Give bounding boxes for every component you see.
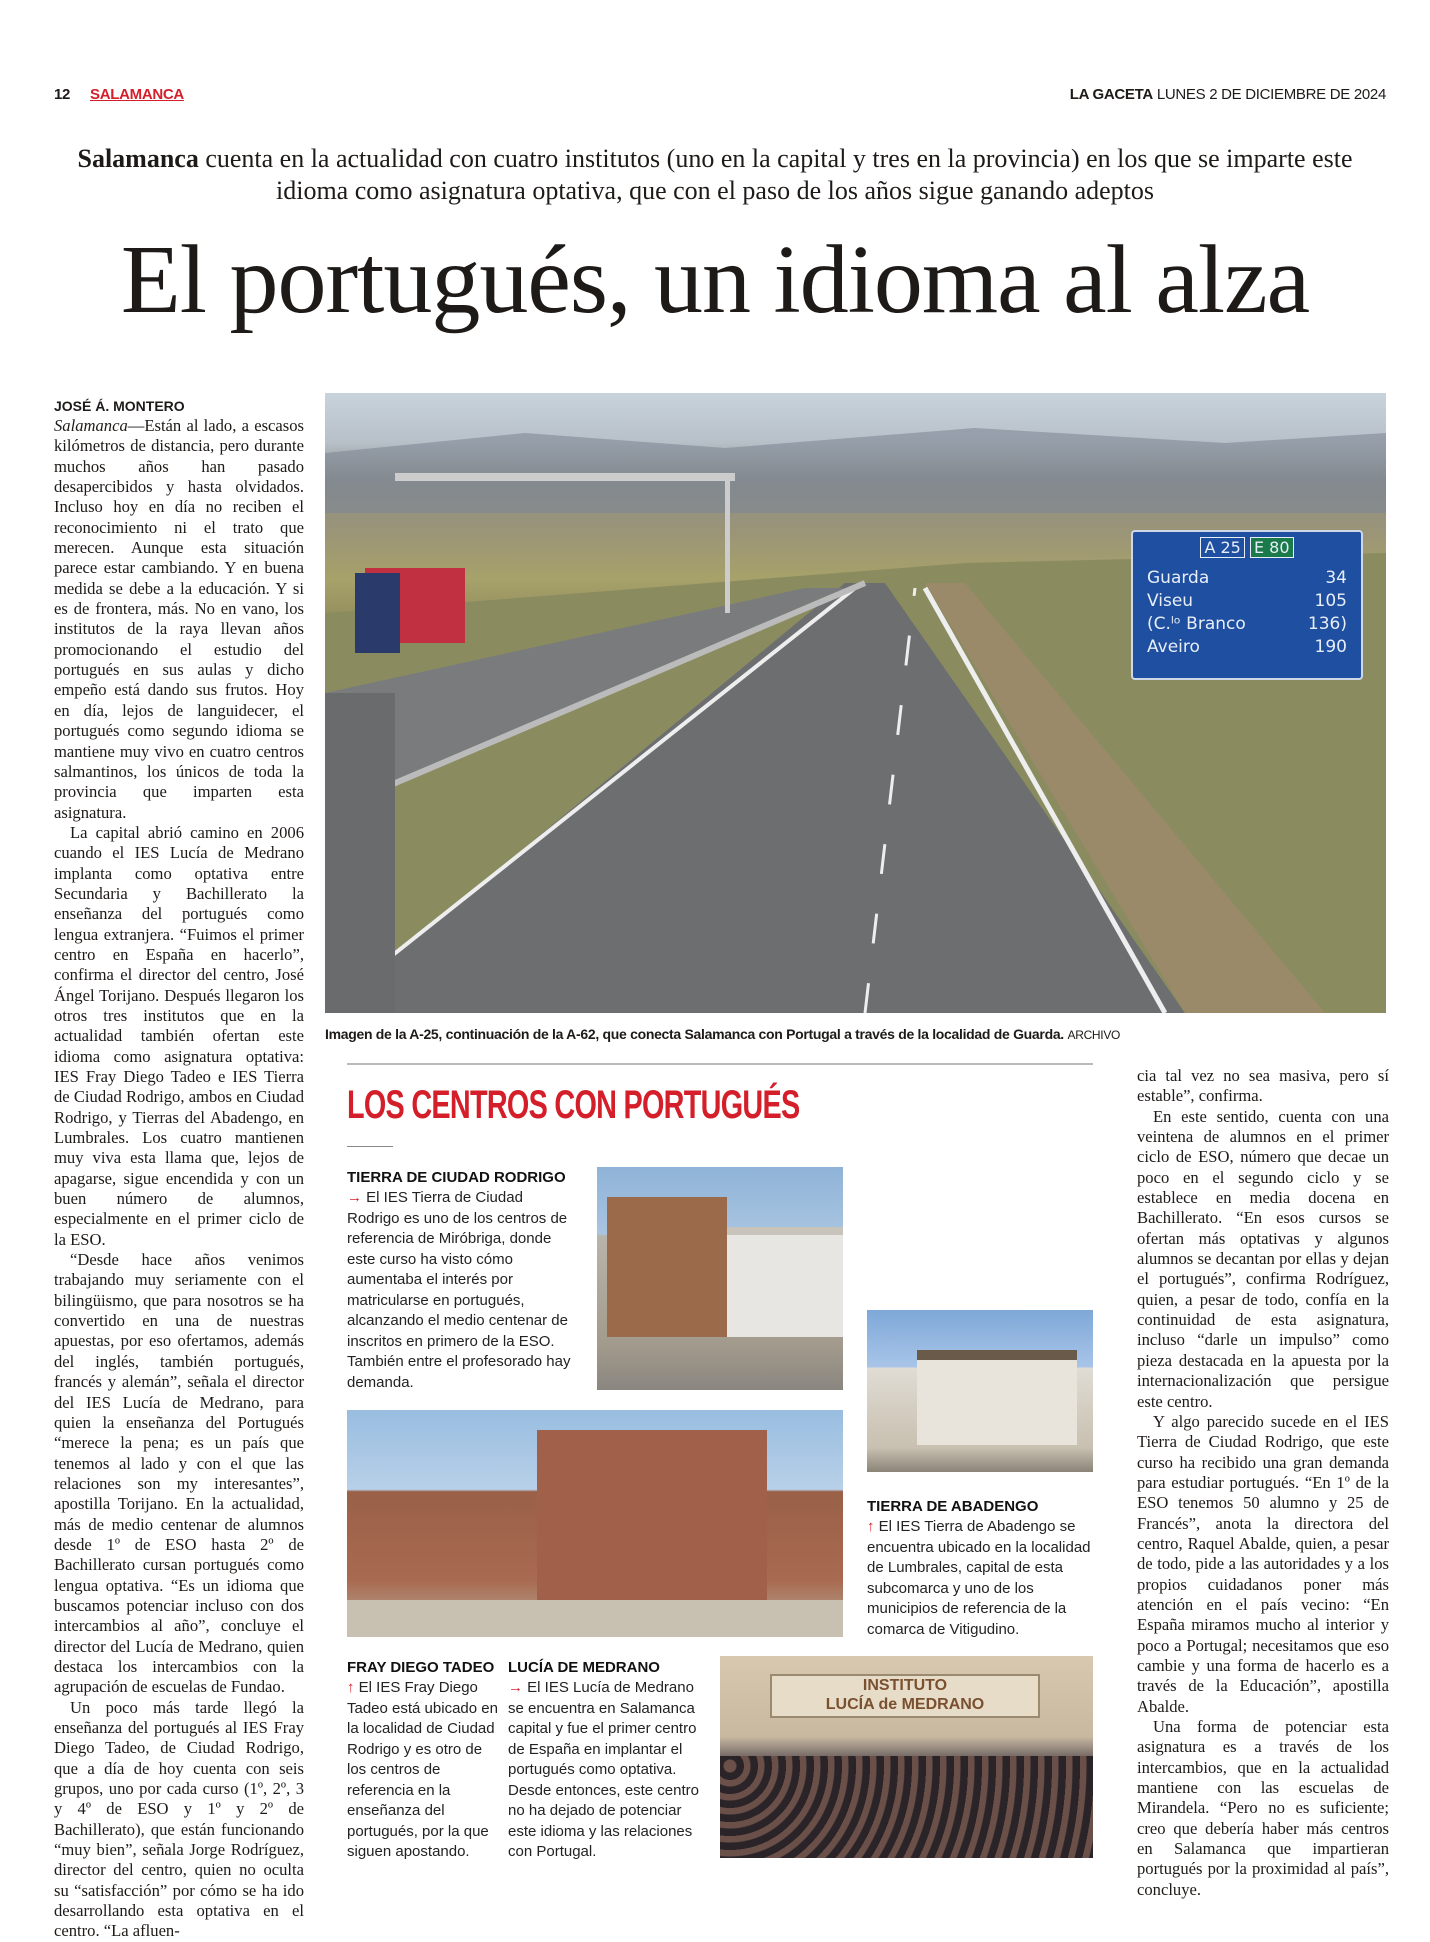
lucia-de-medrano-photo: [720, 1656, 1093, 1858]
paragraph: “Desde hace años venimos trabajando muy seriamente con el bilingüismo, que para nosotros se ha convertido en una de nuestras apuestas, por eso ofertamos, además del inglés, también portugués, francés y alemán”, señala el director del IES Lucía de Medrano, para quien la enseñanza del Portugués “merece la pena; es un país que tenemos al lado y con el que las relaciones son my interesantes”, apostilla Torijano. En la actualidad, más de medio centenar de alumnos desde 1º de ESO hasta 2º de Bachillerato cursan portugués como lengua optativa. “Es un idioma que buscamos potenciar incluso con dos intercambios al año”, concluye el director del Lucía de Medrano, quien destaca los intercambios con la agrupación de escuelas de Fundao.: [54, 1250, 304, 1697]
arrow-right-icon: →: [508, 1679, 523, 1696]
paragraph: Una forma de potenciar esta asignatura es a través de los intercambios, que en la actualidad mantiene con las escuelas de Mirandela. “Pero no es suficiente; creo que debería haber más centros en Salamanca que impartieran portugués por la proximidad al país”, concluye.: [1137, 1717, 1389, 1899]
paragraph: cia tal vez no sea masiva, pero sí estable”, confirma.: [1137, 1066, 1389, 1106]
box-item-tierra-abadengo: [867, 1497, 1095, 1640]
box-headline: LOS CENTROS CON PORTUGUÉS: [347, 1083, 800, 1127]
box-item-tierra-ciudad-rodrigo: [347, 1168, 579, 1393]
road-sign: [1131, 530, 1363, 680]
caption-text: Imagen de la A-25, continuación de la A-62, que conecta Salamanca con Portugal a través de la localidad de Guarda.: [325, 1026, 1064, 1042]
publication-date: [1070, 86, 1386, 103]
destination-name: Aveiro: [1147, 637, 1200, 657]
paragraph: [54, 416, 304, 823]
destination-name: Guarda: [1147, 568, 1210, 588]
highway-photo: [325, 393, 1386, 1013]
sign-destination: [1147, 590, 1347, 613]
paragraph: Y algo parecido sucede en el IES Tierra de Ciudad Rodrigo, que este curso ha recibido una gran demanda para estudiar portugués. “En 1º de la ESO tenemos 50 alumno y 25 de Francés”, anota la directora del centro, Raquel Abalde, quien, a pesar de todo, pide a las autoridades y a los propios cuidadanos poner más atención en el país vecino: “En España miramos mucho al interior y poco a Portugal; necesitamos que eso cambie y una forma de hacerlo es a través de la Educación”, apostilla Abalde.: [1137, 1411, 1389, 1716]
destination-distance: 34: [1325, 568, 1347, 588]
fray-diego-tadeo-photo: [347, 1410, 843, 1637]
institute-sign-line: INSTITUTO: [862, 1677, 948, 1694]
street-shape: [347, 1600, 843, 1637]
box-item-text: El IES Fray Diego Tadeo está ubicado en la localidad de Ciudad Rodrigo y es otro de los centros de referencia en la enseñanza del portugués, por la que siguen apostando.: [347, 1679, 498, 1860]
road-number: A 25: [1200, 537, 1244, 558]
destination-distance: 105: [1314, 591, 1347, 611]
paragraph: La capital abrió camino en 2006 cuando el IES Lucía de Medrano implanta como optativa entre Secundaria y Bachillerato la enseñanza del portugués como lengua extranjera. “Fuimos el primer centro en España en hacerlo”, confirma el director del centro, José Ángel Torijano. Después llegaron los otros tres institutos que en la actualidad también ofertan este idioma como asignatura optativa: IES Fray Diego Tadeo e IES Tierra de Ciudad Rodrigo, ambos en Ciudad Rodrigo, y Tierras del Abadengo, en Lumbrales. Los cuatro mantienen muy viva esta llama que, lejos de apagarse, sigue encendida y con un buen número de alumnos, especialmente en el primer ciclo de la ESO.: [54, 822, 304, 1249]
tierra-abadengo-photo: [867, 1310, 1093, 1472]
box-item-title: TIERRA DE ABADENGO: [867, 1498, 1039, 1515]
subheadline: [60, 143, 1370, 207]
institute-sign-line: LUCÍA de MEDRANO: [825, 1696, 985, 1713]
building-shape: [917, 1350, 1077, 1445]
dateline: Salamanca: [54, 416, 128, 435]
box-item-title: LUCÍA DE MEDRANO: [508, 1659, 660, 1676]
divider: [347, 1146, 393, 1147]
student-group: [720, 1756, 1093, 1858]
page-number: 12: [54, 86, 71, 103]
euro-route-number: E 80: [1250, 537, 1294, 558]
box-item-text: El IES Tierra de Abadengo se encuentra ubicado en la localidad de Lumbrales, capital de esta subcomarca y uno de los municipios de referencia de la comarca de Vitigudino.: [867, 1518, 1091, 1638]
issue-date: LUNES 2 DE DICIEMBRE DE 2024: [1156, 86, 1386, 103]
photo-credit: ARCHIVO: [1067, 1028, 1121, 1042]
photo-caption: [325, 1026, 1120, 1042]
paragraph-text: —Están al lado, a escasos kilómetros de distancia, pero durante muchos años han pasado desapercibidos y hasta olvidados. Incluso hoy en día no reciben el reconocimiento ni el trato que merecen. Aunque esta situación parece estar cambiando. Y en buena medida se debe a la educación. Y si es de frontera, más. No en vano, los institutos de la raya llevan años promocionando el estudio del portugués en sus aulas y dicho empeño está dando sus frutos. Hoy en día, lejos de languidecer, el portugués como segundo idioma se mantiene muy vivo en cuatro centros salmantinos, los únicos de toda la provincia que imparten esta asignatura.: [54, 416, 304, 822]
building-shape: [607, 1197, 727, 1337]
box-item-lucia-de-medrano: [508, 1658, 708, 1863]
box-item-title: TIERRA DE CIUDAD RODRIGO: [347, 1169, 566, 1186]
highway-illustration: [325, 393, 1386, 1013]
byline: JOSÉ Á. MONTERO: [54, 398, 185, 414]
institute-sign: [770, 1674, 1040, 1718]
box-item-title: FRAY DIEGO TADEO: [347, 1659, 495, 1676]
box-item-text: El IES Lucía de Medrano se encuentra en Salamanca capital y fue el primer centro de España en implantar el portugués como optativa. Desde entonces, este centro no ha dejado de potenciar este idioma y las relaciones con Portugal.: [508, 1679, 699, 1860]
arrow-up-icon: ↑: [867, 1518, 875, 1535]
right-column: [1137, 1066, 1389, 1900]
destination-distance: 190: [1314, 637, 1347, 657]
box-item-text: El IES Tierra de Ciudad Rodrigo es uno de los centros de referencia de Miróbriga, donde este curso ha visto cómo aumentaba el interés por matricularse en portugués, alcanzando el medio centenar de inscritos en primero de la ESO. También entre el profesorado hay demanda.: [347, 1189, 571, 1391]
building-shape: [727, 1227, 843, 1337]
sign-destination: [1147, 567, 1347, 590]
paragraph: En este sentido, cuenta con una veintena de alumnos en el primer ciclo de ESO, número que decae un poco en el segundo ciclo y se establece en media docena en Bachillerato. “En esos cursos se ofertan más optativas y algunos alumnos se decantan por ellas y dejan el portugués”, confirma Rodríguez, quien, a pesar de todo, confía en la continuidad de esta asignatura, incluso “darle un impulso” como pieza destacada en la apuesta por la internacionalización que persigue este centro.: [1137, 1106, 1389, 1411]
article-title: El portugués, un idioma al alza: [120, 226, 1310, 334]
subheadline-text: cuenta en la actualidad con cuatro institutos (uno en la capital y tres en la provincia) en los que se imparte este idioma como asignatura optativa, que con el paso de los años sigue ganando adeptos: [198, 144, 1353, 205]
left-column: [54, 396, 304, 1942]
publication-name: LA GACETA: [1069, 86, 1153, 103]
box-item-fray-diego-tadeo: [347, 1658, 505, 1863]
destination-name: Viseu: [1147, 591, 1194, 611]
sign-destination: [1147, 613, 1347, 636]
destination-list: [1133, 567, 1361, 659]
destination-distance: 136): [1307, 614, 1347, 634]
building-shape: [537, 1430, 767, 1600]
arrow-right-icon: →: [347, 1189, 362, 1206]
paragraph: Un poco más tarde llegó la enseñanza del portugués al IES Fray Diego Tadeo, de Ciudad Rodrigo, que a día de hoy cuenta con seis grupos, uno por cada curso (1º, 2º, 3 y 4º de ESO y 1º y 2º de Bachillerato), que están funcionando “muy bien”, señala Jorge Rodríguez, director del centro, quien no oculta su “satisfacción” por cómo se ha ido desarrollando esta optativa en el centro. “La afluen-: [54, 1697, 304, 1941]
subheadline-lead: Salamanca: [77, 144, 199, 173]
arrow-up-icon: ↑: [347, 1679, 355, 1696]
divider: [347, 1063, 1093, 1065]
sign-destination: [1147, 636, 1347, 659]
section-label: SALAMANCA: [90, 86, 184, 103]
destination-name: (C.ˡᵒ Branco: [1147, 614, 1246, 634]
tierra-ciudad-rodrigo-photo: [597, 1167, 843, 1390]
